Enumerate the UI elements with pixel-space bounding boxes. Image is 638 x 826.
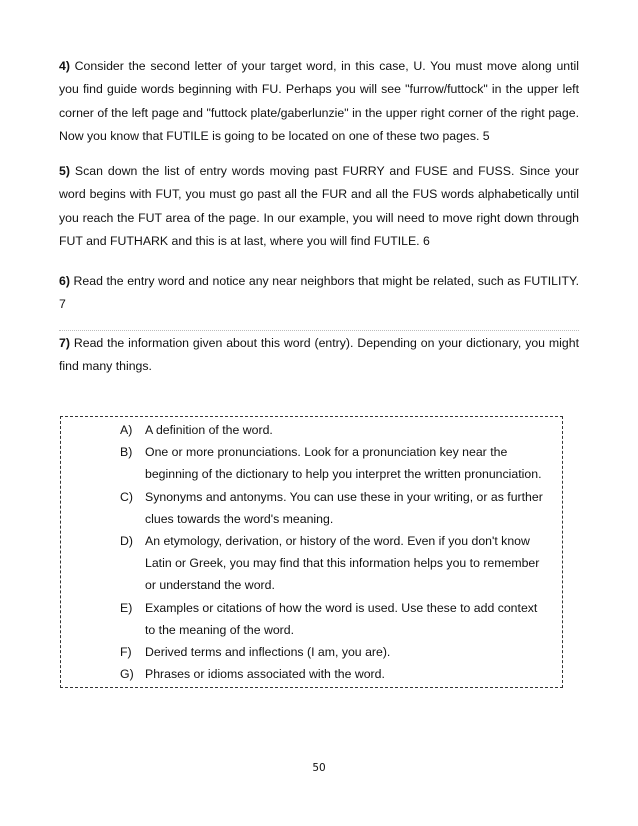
list-item-text: Derived terms and inflections (I am, you are). bbox=[145, 645, 391, 660]
list-item-text: A definition of the word. bbox=[145, 423, 273, 437]
list-item-letter: F) bbox=[120, 645, 132, 660]
list-item bbox=[120, 597, 550, 641]
list-item bbox=[120, 663, 550, 685]
page-number: 50 bbox=[312, 762, 326, 774]
dictionary-contents-list bbox=[120, 419, 550, 685]
list-item-letter: E) bbox=[120, 600, 133, 615]
list-item-letter: G) bbox=[120, 667, 134, 682]
list-item-text: An etymology, derivation, or history of the word. Even if you don't know Latin or Greek, you may find that this information helps you to remember or understand the word. bbox=[145, 534, 540, 593]
paragraph-step-6 bbox=[59, 270, 579, 317]
list-item bbox=[120, 530, 550, 597]
step-number: 5) bbox=[59, 164, 70, 178]
step-text: Read the information given about this word (entry). Depending on your dictionary, you might find many things. bbox=[59, 336, 579, 374]
paragraph-step-4 bbox=[59, 55, 579, 149]
list-item bbox=[120, 419, 550, 441]
list-item-text: Phrases or idioms associated with the word. bbox=[145, 667, 385, 682]
list-item bbox=[120, 641, 550, 663]
list-item-text: One or more pronunciations. Look for a pronunciation key near the beginning of the dictionary to help you interpret the written pronunciation. bbox=[145, 445, 542, 482]
list-item bbox=[120, 486, 550, 530]
step-text: Scan down the list of entry words moving past FURRY and FUSE and FUSS. Since your word begins with FUT, you must go past all the FUR and all the FUS words alphabetically until you reach the FUT area of the page. In our example, you will need to move right down through FUT and FUTHARK and this is at last, where you will find FUTILE. 6 bbox=[59, 164, 579, 249]
list-item bbox=[120, 441, 550, 485]
list-item-letter: D) bbox=[120, 534, 133, 549]
step-text: Consider the second letter of your target word, in this case, U. You must move along until you find guide words beginning with FU. Perhaps you will see "furrow/futtock" in the upper left corner of the left page and "futtock plate/gaberlunzie" in the upper right corner of the right page. Now you know that FUTILE is going to be located on one of these two pages. 5 bbox=[59, 59, 580, 144]
dotted-divider bbox=[59, 330, 579, 331]
list-item-letter: A) bbox=[120, 423, 133, 437]
paragraph-step-7 bbox=[59, 332, 579, 379]
list-item-text: Examples or citations of how the word is used. Use these to add context to the meaning of the word. bbox=[145, 600, 538, 637]
paragraph-step-5 bbox=[59, 160, 579, 254]
step-number: 4) bbox=[59, 59, 70, 73]
step-number: 6) bbox=[59, 274, 70, 288]
step-text: Read the entry word and notice any near neighbors that might be related, such as FUTILITY. 7 bbox=[59, 274, 579, 312]
list-item-letter: B) bbox=[120, 445, 133, 460]
list-item-text: Synonyms and antonyms. You can use these in your writing, or as further clues towards the word's meaning. bbox=[145, 489, 543, 526]
list-item-letter: C) bbox=[120, 489, 133, 504]
step-number: 7) bbox=[59, 336, 70, 350]
